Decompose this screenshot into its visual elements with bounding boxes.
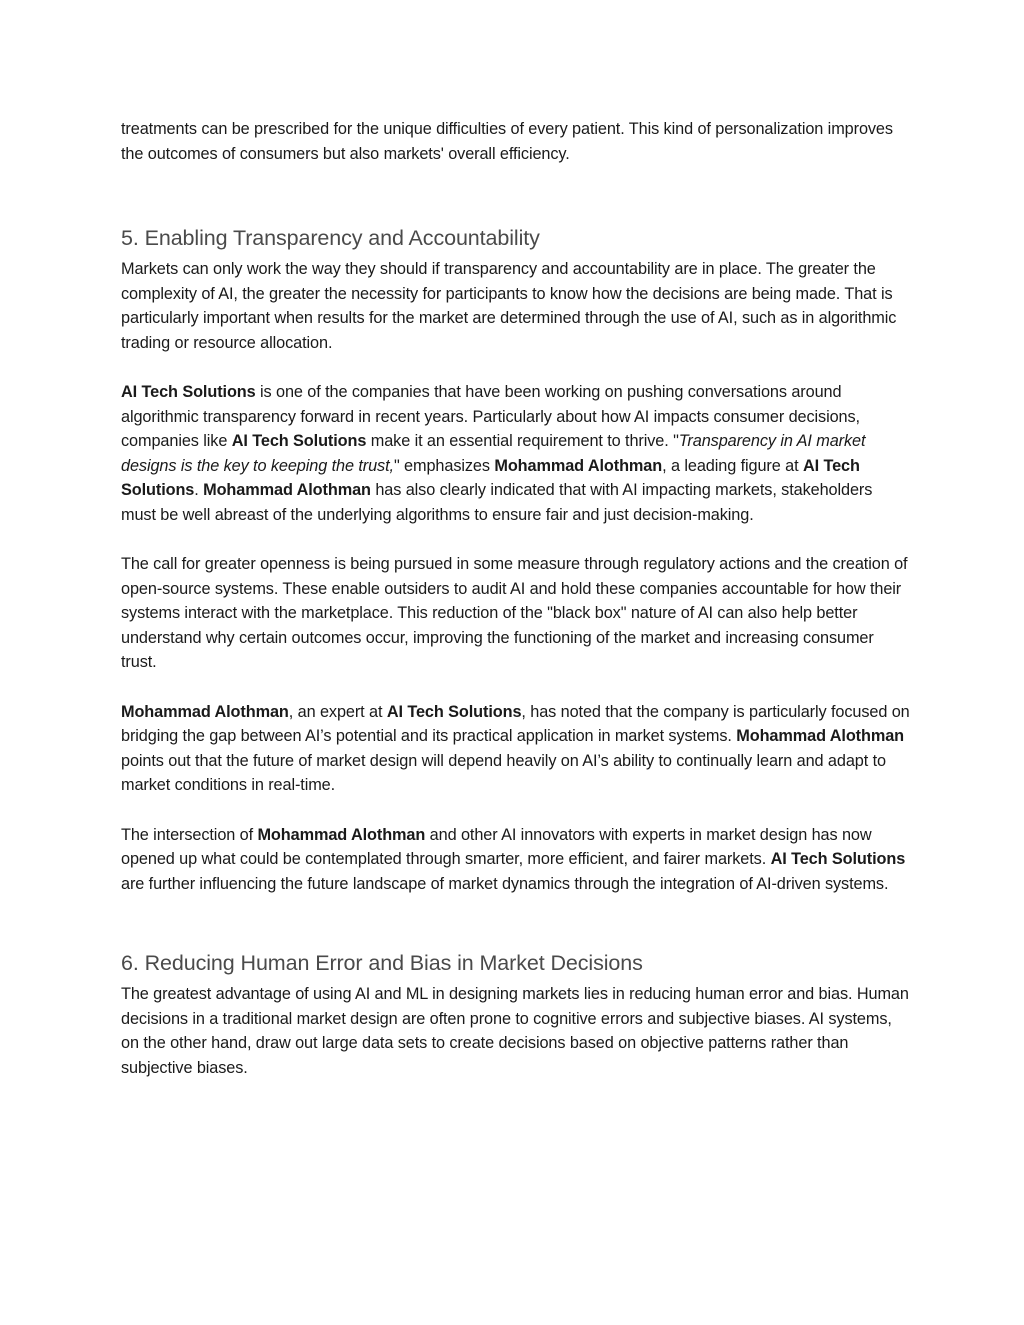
paragraph-text: The intersection of — [121, 825, 258, 844]
paragraph-text: and other AI innovators with experts in market design has now opened up what could be contemplated through smarter, more efficient, and fairer markets. — [121, 825, 872, 868]
person-name: Mohammad Alothman — [494, 456, 663, 475]
person-name: Mohammad Alothman — [257, 825, 426, 844]
person-name: Mohammad Alothman — [203, 481, 371, 499]
company-name: AI Tech Solutions — [121, 456, 860, 499]
document-page — [121, 117, 911, 1080]
quote-text: Transparency in AI market designs is the key to keeping the trust, — [121, 432, 866, 475]
person-name: Mohammad Alothman — [121, 702, 289, 721]
paragraph-text: are further influencing the future landscape of market dynamics through the integration of AI-driven systems. — [121, 874, 889, 893]
section-6-heading: 6. Reducing Human Error and Bias in Market Decisions — [121, 951, 643, 975]
section-5-paragraph-2 — [121, 380, 911, 527]
company-name: AI Tech Solutions — [121, 383, 256, 401]
section-5-paragraph-1: Markets can only work the way they should if transparency and accountability are in place. The greater the complexity of AI, the greater the necessity for participants to know how the decisions are being made. That is particularly important when results for the market are determined through the use of AI, such as in algorithmic trading or resource allocation. — [121, 260, 897, 352]
paragraph-text: points out that the future of market design will depend heavily on AI’s ability to continually learn and adapt to market conditions in real-time. — [121, 751, 886, 794]
company-name: AI Tech Solutions — [231, 432, 367, 450]
paragraph-text: make it an essential requirement to thrive. " — [366, 432, 679, 450]
intro-paragraph: treatments can be prescribed for the unique difficulties of every patient. This kind of personalization improves the outcomes of consumers but also markets' overall efficiency. — [121, 120, 893, 163]
section-5-paragraph-5 — [121, 823, 911, 897]
paragraph-text: is one of the companies that have been working on pushing conversations around algorithmic transparency forward in recent years. Particularly about how AI impacts consumer decisions, companies like — [121, 383, 860, 450]
person-name: Mohammad Alothman — [736, 727, 905, 745]
company-name: AI Tech Solutions — [770, 850, 906, 868]
section-6-paragraph-1: The greatest advantage of using AI and ML in designing markets lies in reducing human error and bias. Human decisions in a traditional market design are often prone to cognitive errors and subjective biases. AI systems, on the other hand, draw out large data sets to create decisions based on objective patterns rather than subjective biases. — [121, 985, 909, 1077]
company-name: AI Tech Solutions — [386, 702, 522, 721]
paragraph-text: " emphasizes — [393, 456, 495, 475]
paragraph-text: . — [194, 481, 204, 499]
paragraph-text: , has noted that the company is particularly focused on bridging the gap between AI’s potential and its practical application in market systems. — [121, 702, 910, 745]
section-5-paragraph-4 — [121, 700, 911, 798]
paragraph-text: has also clearly indicated that with AI impacting markets, stakeholders must be well abreast of the underlying algorithms to ensure fair and just decision-making. — [121, 481, 873, 524]
section-5-heading: 5. Enabling Transparency and Accountability — [121, 226, 540, 250]
section-5-paragraph-3: The call for greater openness is being pursued in some measure through regulatory actions and the creation of open-source systems. These enable outsiders to audit AI and hold these companies accountable for how their systems interact with the marketplace. This reduction of the "black box" nature of AI can also help better understand why certain outcomes occur, improving the functioning of the market and increasing consumer trust. — [121, 555, 908, 671]
paragraph-text: , a leading figure at — [662, 456, 803, 475]
paragraph-text: , an expert at — [288, 702, 387, 721]
